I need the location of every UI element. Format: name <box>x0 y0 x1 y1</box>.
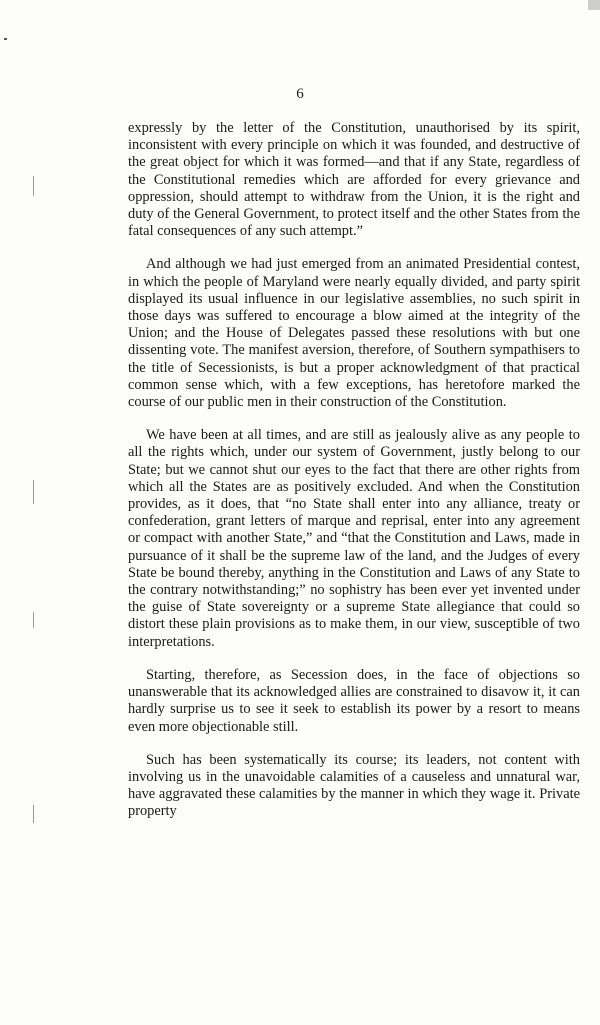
page-number: 6 <box>296 86 304 102</box>
scan-mark <box>33 612 34 628</box>
scan-mark <box>33 176 34 196</box>
scan-mark <box>4 38 7 40</box>
scan-mark <box>33 480 34 504</box>
paragraph: Such has been systematically its course; its leaders, not content with involving us in the unavoidable calamities of a causeless and unnatural war, have aggravated these calamities by the manner in which they wage it. Private property <box>128 751 580 820</box>
paragraph: And although we had just emerged from an animated Presidential contest, in which the people of Maryland were nearly equally divided, and party spirit displayed its usual influence in our legislative assemblies, no such spirit in those days was suffered to encourage a blow aimed at the integrity of the Union; and the House of Delegates passed these resolutions with but one dissenting vote. The manifest aversion, therefore, of Southern sympathisers to the title of Secessionists, is but a proper acknowledgment of that practical common sense which, with a few exceptions, has heretofore marked the course of our public men in their construction of the Constitution. <box>128 256 580 411</box>
scan-mark <box>588 0 600 10</box>
paragraph: Starting, therefore, as Secession does, in the face of objections so unanswerable that its acknowledged allies are constrained to disavow it, it can hardly surprise us to see it seek to establish its power by a resort to means even more objectionable still. <box>128 666 580 735</box>
paragraph: expressly by the letter of the Constitution, unauthorised by its spirit, inconsistent with every principle on which it was founded, and destructive of the great object for which it was formed—and that if any State, regardless of the Constitutional remedies which are afforded for every grievance and oppression, should attempt to withdraw from the Union, it is the right and duty of the General Government, to protect itself and the other States from the fatal consequences of any such attempt.” <box>128 120 580 240</box>
scan-mark <box>33 805 34 823</box>
body-text <box>128 120 580 821</box>
paragraph: We have been at all times, and are still as jealously alive as any people to all the rights which, under our system of Government, justly belong to our State; but we cannot shut our eyes to the fact that there are other rights from which all the States are as positively excluded. And when the Constitution provides, as it does, that “no State shall enter into any alliance, treaty or confederation, grant letters of marque and reprisal, enter into any agreement or compact with another State,” and “that the Constitution and Laws, made in pursuance of it shall be the supreme law of the land, and the Judges of every State be bound thereby, anything in the Constitution and Laws of any State to the contrary notwithstanding;” no sophistry has been ever yet invented under the guise of State sovereignty or a supreme State allegiance that could so distort these plain provisions as to make them, in our view, susceptible of two interpretations. <box>128 427 580 650</box>
